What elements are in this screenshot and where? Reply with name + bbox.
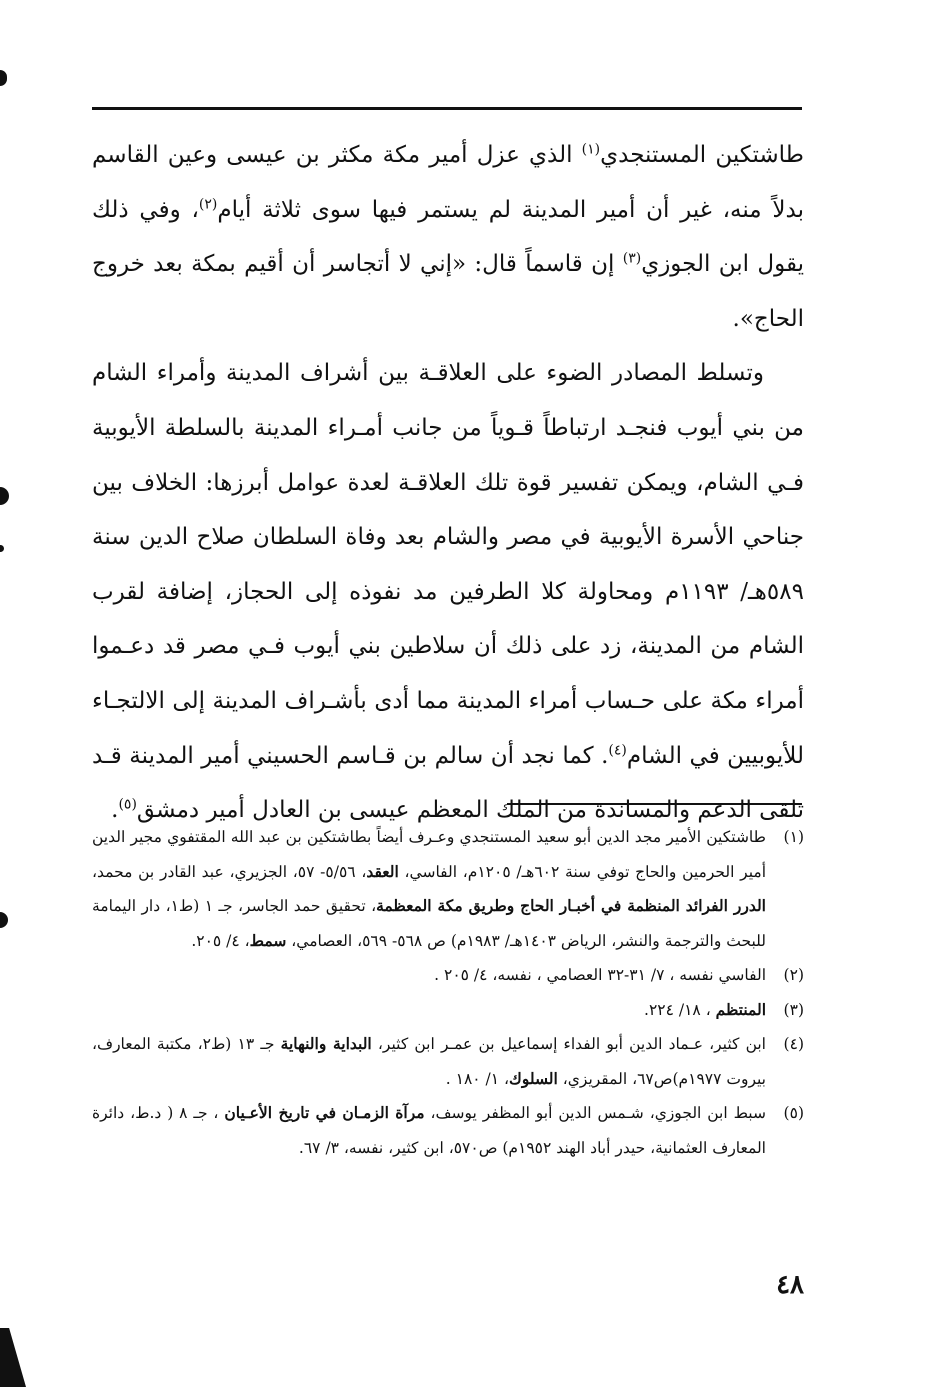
main-text: [92, 128, 804, 838]
source-title: مرآة الزمـان في تاريخ الأعـيان: [224, 1103, 425, 1122]
footnote-segment: ، ١٨/ ٢٢٤.: [644, 1000, 716, 1019]
footnote-segment: ، جـ ٨ ( د.ط، دائرة المعارف العثمانية، حيدر أباد الهند ١٩٥٢م) ص٥٧٠، ابن كثير، نفسه، ٣/ ٦٧.: [92, 1104, 766, 1157]
header-rule: [92, 107, 802, 110]
footnote-number: (٢): [783, 966, 804, 984]
footnote-text: [92, 958, 766, 993]
body-text: وتسلط المصادر الضوء على العلاقـة بين أشراف المدينة وأمراء الشام من بني أيوب فنجـد ارتباطاً قـوياً من جانب أمـراء المدينة بالسلطة الأيوبية فـي الشام، ويمكن تفسير قوة تلك العلاقـة لعدة عوامل أبرزها: الخلاف بين جناحي الأسرة الأيوبية في مصر والشام بعد وفاة السلطان صلاح الدين سنة ٥٨٩هـ/ ١١٩٣م ومحاولة كلا الطرفين مد نفوذه إلى الحجاز، إضافة لقرب الشام من المدينة، زد على ذلك أن سلاطين بني أيوب فـي مصر قد دعـموا أمراء مكة على حـساب أمراء المدينة مما أدى بأشـراف المدينة إلى الالتجـاء للأيوبيين في الشام: [92, 360, 804, 769]
footnote-reference: (٤): [608, 741, 627, 758]
footnote-text: [92, 1027, 766, 1096]
footnote-number: (٥): [783, 1104, 804, 1122]
footnote-1: [92, 820, 804, 958]
footnote-segment: جـ ١٣ (ط٢، مكتبة المعارف، بيروت ١٩٧٧م)ص٦٧، المقريزي،: [92, 1035, 766, 1088]
footnotes: [92, 820, 804, 1165]
footnote-number: (١): [783, 828, 804, 846]
body-text: .: [111, 797, 119, 824]
footnote-reference: (٢): [198, 195, 218, 212]
scan-mark-lower: [0, 912, 8, 928]
footnote-separator: [507, 803, 802, 805]
body-text: إن قاسماً قال: «إني لا أتجاسر أن أقيم بمكة بعد خروج الحاج».: [92, 251, 804, 332]
footnote-segment: سبط ابن الجوزي، شـمس الدين أبو المظفر يوسف،: [424, 1104, 766, 1122]
footnote-reference: (٥): [118, 796, 137, 813]
scan-mark-top: [0, 70, 7, 86]
footnote-segment: ، تحقيق حمد الجاسر، جـ ١ (ط١، دار اليمامة للبحث والترجمة والنشر، الرياض ١٤٠٣هـ/ ١٩٨٣م) ص ٥٦٨- ٥٦٩، العصامي،: [92, 897, 766, 950]
scan-mark-middle: [0, 487, 9, 505]
footnote-number: (٣): [783, 1000, 804, 1019]
footnote-text: [92, 820, 766, 958]
body-text: . كما نجد أن سالم بن قـاسم الحسيني أمير المدينة قـد تلقى الدعم والمساندة من الملك المعظم عيسى بن العادل أمير دمشق: [92, 742, 804, 824]
footnote-5: [92, 1096, 804, 1165]
footnote-number: (٤): [783, 1035, 804, 1053]
source-title: السلوك: [509, 1068, 558, 1088]
footnote-text: [92, 1096, 766, 1165]
footnote-reference: (١): [581, 141, 601, 158]
scan-mark-dot: [0, 545, 4, 552]
scan-mark-corner: [0, 1328, 26, 1387]
body-text: طاشتكين المستنجدي: [600, 142, 804, 168]
footnote-4: [92, 1027, 804, 1096]
source-title: الدرر الفرائد المنظمة في أخبـار الحاج وطريق مكة المعظمة: [376, 896, 766, 915]
source-title: العقد: [366, 861, 399, 881]
footnote-3: [92, 993, 804, 1028]
footnote-segment: طاشتكين الأمير مجد الدين أبو سعيد المستنجدي وعـرف أيضاً بطاشتكين بن عبد الله المقتفوي مجير الدين أمير الحرمين والحاج توفي سنة ٦٠٢هـ/ ١٢٠٥م، الفاسي،: [92, 828, 767, 881]
body-text: الذي عزل أمير مكة مكثر بن عيسى وعين القاسم بدلاً منه، غير أن أمير المدينة لم يستمر فيها سوى ثلاثة أيام: [92, 142, 804, 223]
page-number: ٤٨: [776, 1270, 804, 1300]
paragraph-1: [92, 128, 804, 346]
footnote-2: [92, 958, 804, 993]
footnote-segment: ، ١/ ١٨٠ .: [445, 1069, 510, 1088]
source-title: المنتظم: [715, 999, 766, 1019]
body-text: ، وفي ذلك يقول ابن الجوزي: [92, 196, 804, 278]
footnote-text: [92, 993, 766, 1028]
footnote-reference: (٣): [622, 250, 642, 267]
footnote-segment: ، ٥/٥٦- ٥٧، الجزيري، عبد القادر بن محمد،: [92, 862, 367, 881]
footnote-segment: الفاسي نفسه ، ٧/ ٣١-٣٢ العصامي ، نفسه، ٤/ ٢٠٥ .: [434, 966, 766, 984]
footnote-segment: ابن كثير، عـماد الدين أبو الفداء إسماعيل بن عمـر ابن كثير،: [371, 1035, 766, 1053]
footnote-segment: ، ٤/ ٢٠٥.: [191, 931, 250, 950]
paragraph-2: [92, 346, 804, 837]
source-title: البداية والنهاية: [280, 1034, 372, 1053]
source-title: سمط: [249, 930, 287, 950]
